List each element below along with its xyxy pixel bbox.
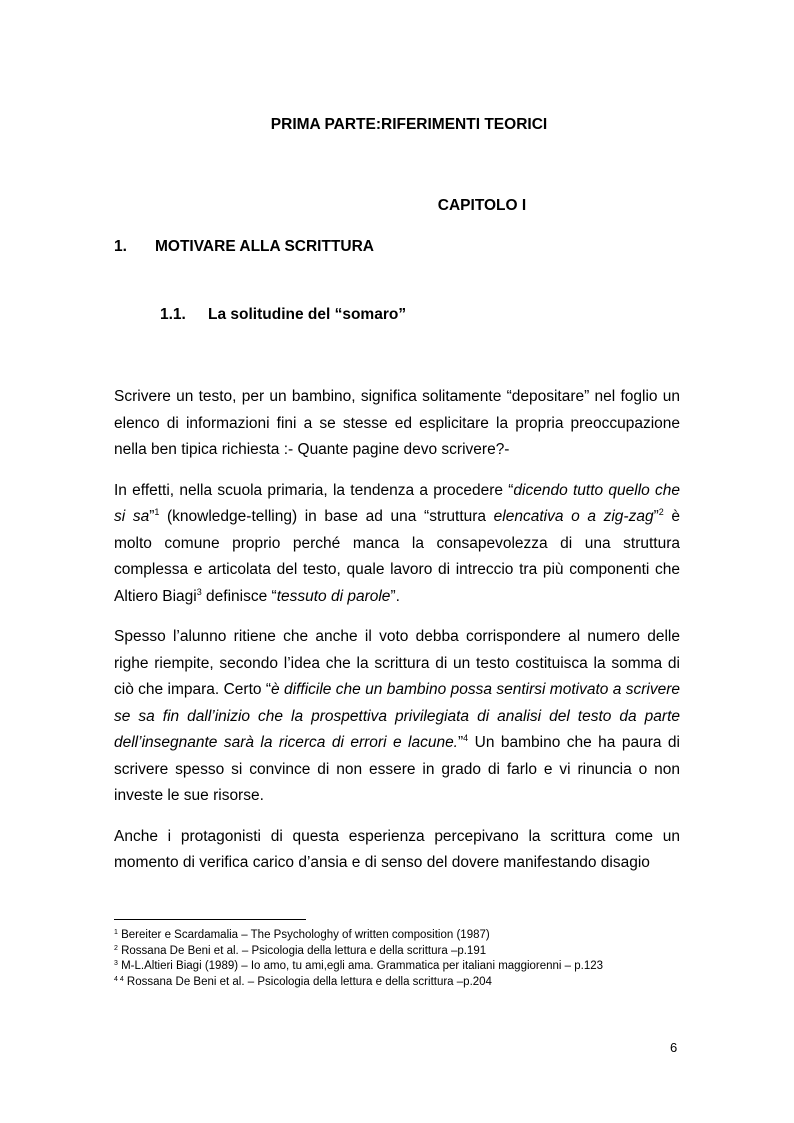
text-run: ”: [149, 508, 155, 525]
text-run: Spesso l’alunno ritiene che anche il voto debba corrispondere al numero delle righe riempite, secondo l’idea che la scrittura di un testo costituisca la somma di ciò che impara. Certo “: [114, 628, 680, 698]
section-title: MOTIVARE ALLA SCRITTURA: [155, 238, 374, 255]
footnote-mark: 2: [114, 944, 118, 952]
text-run: ”: [458, 734, 464, 751]
footnote-ref-3[interactable]: 3: [196, 586, 202, 597]
italic-quote: è difficile che un bambino possa sentirsi motivato a scrivere se sa fin dall’inizio che la prospettiva privilegiata di analisi del testo da parte dell’insegnante sarà la ricerca di errori e lacune.: [114, 681, 681, 751]
italic-quote: elencativa o a zig-zag: [493, 508, 654, 525]
text-run: ”: [653, 508, 659, 525]
footnote-3: [114, 959, 714, 975]
subsection-number: 1.1.: [160, 306, 186, 323]
paragraph-1: Scrivere un testo, per un bambino, significa solitamente “depositare” nel foglio un elenco di informazioni fini a se stesse ed esplicitare la propria preoccupazione nella ben tipica richiesta :- Quante pagine devo scrivere?-: [114, 388, 680, 458]
subsection-title: La solitudine del “somaro”: [208, 306, 407, 323]
footnote-text: Bereiter e Scardamalia – The Psychologhy of written composition (1987): [117, 929, 490, 941]
paragraph-2: [114, 478, 680, 611]
text-run: è molto comune proprio perché manca la consapevolezza di una struttura complessa e articolata del testo, quale lavoro di intreccio tra più componenti che Altiero Biagi: [114, 508, 680, 605]
text-run: (knowledge-telling) in base ad una “struttura: [159, 508, 494, 525]
text-run: Un bambino che ha paura di scrivere spesso si convince di non essere in grado di farlo e vi rinuncia o non investe le sue risorse.: [114, 734, 680, 804]
footnote-ref-2[interactable]: 2: [658, 507, 664, 517]
footnotes: [114, 928, 714, 990]
text-run: ”.: [390, 587, 400, 605]
footnote-text: Rossana De Beni et al. – Psicologia della lettura e della scrittura –p.191: [117, 944, 487, 957]
text-run: definisce “: [201, 587, 277, 605]
footnote-mark: 3: [114, 960, 118, 967]
page-number: 6: [670, 1040, 678, 1055]
paragraph-4: Anche i protagonisti di questa esperienza percepivano la scrittura come un momento di verifica carico d’ansia e di senso del dovere manifestando disagio: [114, 827, 680, 871]
footnote-text: Rossana De Beni et al. – Psicologia della lettura e della scrittura –p.204: [123, 975, 492, 988]
footnote-mark: 1: [114, 929, 118, 936]
italic-quote: tessuto di parole: [276, 587, 391, 605]
footnote-ref-1[interactable]: 1: [154, 507, 160, 517]
chapter-heading: CAPITOLO I: [437, 197, 527, 214]
italic-quote: dicendo tutto quello che si sa: [114, 481, 680, 525]
paragraph-3: [114, 624, 680, 810]
footnote-4: [114, 975, 714, 991]
footnote-separator: [114, 919, 306, 920]
footnote-2: [114, 944, 714, 960]
section-number: 1.: [114, 238, 127, 255]
footnote-1: [114, 928, 714, 944]
part-title: PRIMA PARTE:RIFERIMENTI TEORICI: [270, 116, 548, 133]
footnote-ref-4[interactable]: 4: [463, 733, 469, 743]
footnote-mark: 4 4: [114, 975, 124, 983]
footnote-text: M-L.Altieri Biagi (1989) – Io amo, tu ami,egli ama. Grammatica per italiani maggiorenni – p.123: [117, 960, 604, 972]
text-run: In effetti, nella scuola primaria, la tendenza a procedere “: [114, 481, 514, 499]
body-text: [114, 384, 680, 891]
